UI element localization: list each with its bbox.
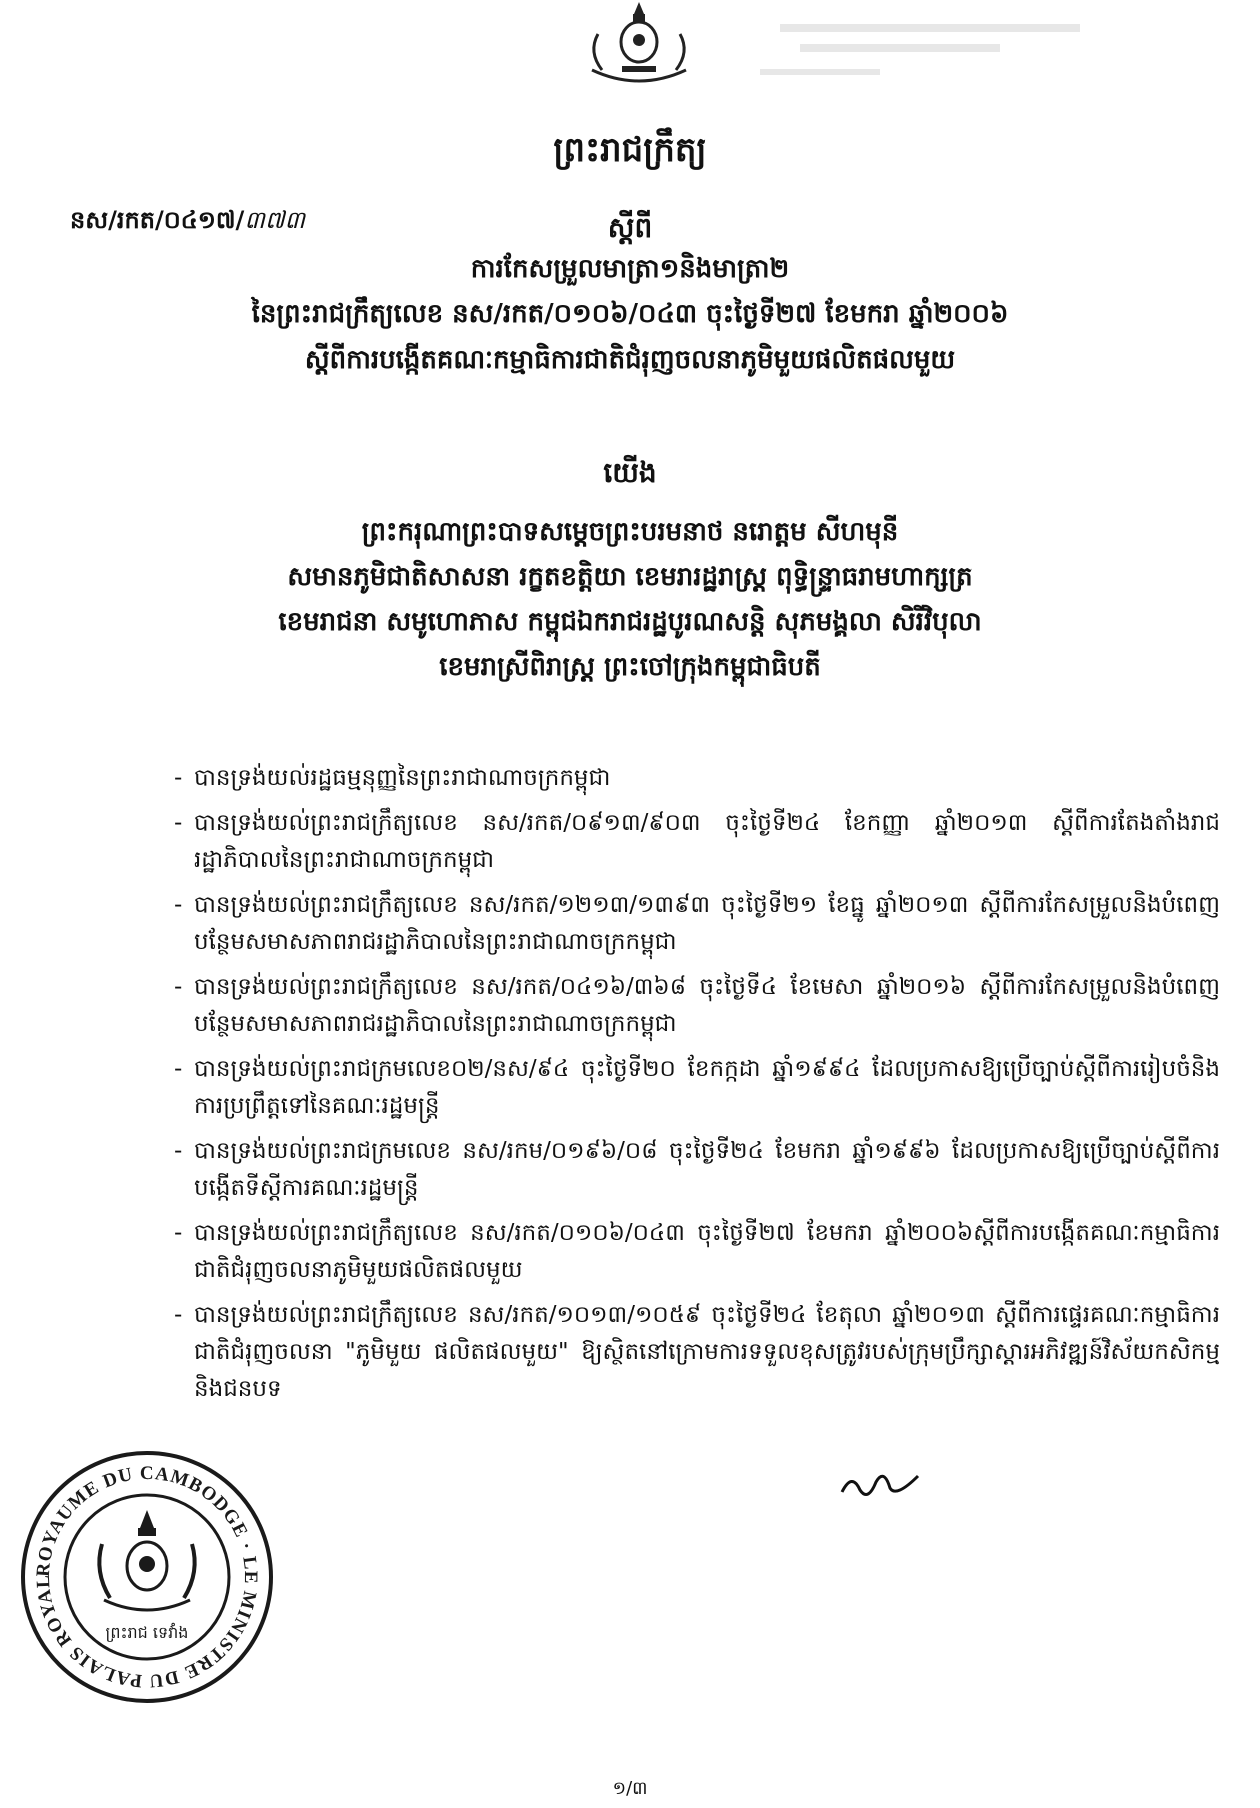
heading-we: យើង <box>603 456 657 489</box>
subject-line: ស្តីពីការបង្កើតគណៈកម្មាធិការជាតិជំរុញចលនាភូមិមួយផលិតផលមួយ <box>304 345 956 375</box>
recital-item <box>174 969 1220 1043</box>
subject-line: នៃព្រះរាជក្រឹត្យលេខ នស/រកត/០១០៦/០៤៣ ចុះថ្ងៃទី២៧ ខែមករា ឆ្នាំ២០០៦ <box>251 299 1009 329</box>
bullet-dash: - <box>174 1220 183 1246</box>
recital-item <box>174 1297 1220 1408</box>
king-title-line: ខេមរាស្រីពិរាស្ត្រ ព្រះចៅក្រុងកម្ពុជាធិបតី <box>439 652 821 682</box>
royal-crest-icon <box>578 0 700 92</box>
document-title: ព្រះរាជក្រឹត្យ <box>553 130 707 170</box>
king-title-line: ព្រះករុណាព្រះបាទសម្តេចព្រះបរមនាថ នរោត្តម សីហមុនី <box>361 517 899 547</box>
recital-text: បានទ្រង់យល់ព្រះរាជក្រមលេខ០២/នស/៩៤ ចុះថ្ងៃទី២០ ខែកក្កដា ឆ្នាំ១៩៩៤ ដែលប្រកាសឱ្យប្រើច្បាប់ស្តីពីការរៀបចំនិងការប្រព្រឹត្តទៅនៃគណៈរដ្ឋមន្ត្រី <box>194 1056 1220 1119</box>
recital-item <box>174 805 1220 879</box>
bullet-dash: - <box>174 1138 183 1164</box>
king-title-line: ខេមរាជនា សមូហោភាស កម្ពុជឯករាជរដ្ឋបូរណសន្តិ សុភមង្គលា សិរីវិបុលា <box>278 607 982 637</box>
handwritten-initials-icon <box>838 1468 922 1502</box>
bullet-dash: - <box>174 810 183 836</box>
recital-item <box>174 1215 1220 1289</box>
recital-text: បានទ្រង់យល់ព្រះរាជក្រឹត្យលេខ នស/រកត/០១០៦/០៤៣ ចុះថ្ងៃទី២៧ ខែមករា ឆ្នាំ២០០៦ស្តីពីការបង្កើតគណៈកម្មាធិការជាតិជំរុញចលនាភូមិមួយផលិតផលមួយ <box>194 1220 1220 1283</box>
bullet-dash: - <box>174 974 183 1000</box>
bleed-through-text <box>760 14 1260 94</box>
recital-text: បានទ្រង់យល់ព្រះរាជក្រឹត្យលេខ នស/រកត/១០១៣/១០៥៩ ចុះថ្ងៃទី២៤ ខែតុលា ឆ្នាំ២០១៣ ស្តីពីការផ្ទេរគណៈកម្មាធិការជាតិជំរុញចលនា "ភូមិមួយ ផលិតផលមួយ" ឱ្យស្ថិតនៅក្រោមការទទួលខុសត្រូវរបស់ក្រុមប្រឹក្សាស្តារអភិវឌ្ឍន៍វិស័យកសិកម្មនិងជនបទ <box>194 1302 1220 1402</box>
seal-ring-text: ROYAUME DU CAMBODGE · LE MINISTRE DU PALAIS ROYAL <box>32 1462 262 1692</box>
reference-prefix: នស/រកត/០៤១៧/ <box>70 206 245 234</box>
recital-item <box>174 887 1220 961</box>
recital-text: បានទ្រង់យល់ព្រះរាជក្រឹត្យលេខ នស/រកត/០៩១៣/៩០៣ ចុះថ្ងៃទី២៤ ខែកញ្ញា ឆ្នាំ២០១៣ ស្តីពីការតែងតាំងរាជរដ្ឋាភិបាលនៃព្រះរាជាណាចក្រកម្ពុជា <box>194 810 1220 873</box>
svg-text:ROYAUME DU CAMBODGE · LE MINIS <box>33 1463 261 1691</box>
king-title-line: សមានភូមិជាតិសាសនា រក្ខតខត្តិយា ខេមរារដ្ឋរាស្ត្រ ពុទ្ធិន្ទ្រាធរាមហាក្សត្រ <box>287 562 973 592</box>
recital-item <box>174 1051 1220 1125</box>
bullet-dash: - <box>174 892 183 918</box>
recital-text: បានទ្រង់យល់រដ្ឋធម្មនុញ្ញនៃព្រះរាជាណាចក្រកម្ពុជា <box>194 765 611 791</box>
bullet-dash: - <box>174 765 183 791</box>
recital-item <box>174 760 1220 797</box>
recital-text: បានទ្រង់យល់ព្រះរាជក្រឹត្យលេខ នស/រកត/០៤១៦/៣៦៨ ចុះថ្ងៃទី៤ ខែមេសា ឆ្នាំ២០១៦ ស្តីពីការកែសម្រួលនិងបំពេញបន្ថែមសមាសភាពរាជរដ្ឋាភិបាលនៃព្រះរាជាណាចក្រកម្ពុជា <box>194 974 1220 1037</box>
recitals-list <box>174 760 1220 1416</box>
recital-text: បានទ្រង់យល់ព្រះរាជក្រមលេខ នស/រកម/០១៩៦/០៨ ចុះថ្ងៃទី២៤ ខែមករា ឆ្នាំ១៩៩៦ ដែលប្រកាសឱ្យប្រើច្បាប់ស្តីពីការបង្កើតទីស្តីការគណៈរដ្ឋមន្ត្រី <box>194 1138 1220 1201</box>
bullet-dash: - <box>174 1302 183 1328</box>
page-number: ១/៣ <box>612 1778 648 1799</box>
royal-palace-seal-icon <box>18 1448 276 1706</box>
reference-number-handwritten: ៣៧៣ <box>244 206 306 234</box>
subject-line: ការកែសម្រួលមាត្រា១និងមាត្រា២ <box>470 254 790 284</box>
seal-inner-text: ព្រះរាជ ទេវាំង <box>105 1623 189 1642</box>
subject-label: ស្តីពី <box>607 211 653 244</box>
recital-item <box>174 1133 1220 1207</box>
bullet-dash: - <box>174 1056 183 1082</box>
recital-text: បានទ្រង់យល់ព្រះរាជក្រឹត្យលេខ នស/រកត/១២១៣/១៣៩៣ ចុះថ្ងៃទី២១ ខែធ្នូ ឆ្នាំ២០១៣ ស្តីពីការកែសម្រួលនិងបំពេញបន្ថែមសមាសភាពរាជរដ្ឋាភិបាលនៃព្រះរាជាណាចក្រកម្ពុជា <box>194 892 1220 955</box>
